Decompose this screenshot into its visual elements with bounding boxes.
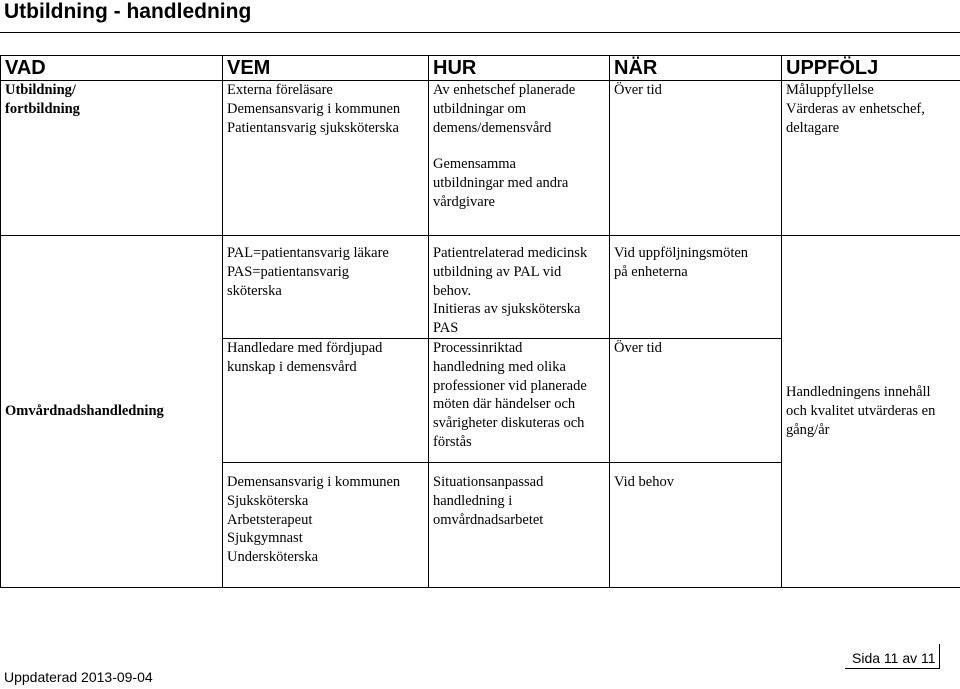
- cell-hur-situationsanpassad: Situationsanpassad handledning i omvårdnadsarbetet: [429, 462, 610, 587]
- cell-vem-handledare: Handledare med fördjupad kunskap i demensvård: [223, 338, 429, 462]
- header-vem: VEM: [223, 56, 429, 81]
- table-row-omvardnad-a: [1, 236, 960, 339]
- cell-vad-omvardnad: Omvårdnadshandledning: [1, 236, 223, 588]
- cell-vem-demensansvarig: Demensansvarig i kommunen Sjuksköterska Arbetsterapeut Sjukgymnast Undersköterska: [223, 462, 429, 587]
- hur-utbildning-planerade: Av enhetschef planerade utbildningar om demens/demensvård: [433, 82, 576, 136]
- cell-nar-vid-behov: Vid behov: [610, 462, 782, 587]
- cell-hur-processinriktad: Processinriktad handledning med olika professioner vid planerade möten där händelser och svårigheter diskuteras och förstås: [429, 338, 610, 462]
- updated-date: Uppdaterad 2013-09-04: [4, 669, 153, 685]
- cell-hur-medicinsk: Patientrelaterad medicinsk utbildning av PAL vid behov. Initieras av sjuksköterska PAS: [429, 236, 610, 339]
- cell-vem-pal-pas: PAL=patientansvarig läkare PAS=patientansvarig sköterska: [223, 236, 429, 339]
- hur-utbildning-gemensamma: Gemensamma utbildningar med andra vårdgivare: [433, 156, 569, 210]
- plan-table: [0, 55, 960, 588]
- table-header-row: [1, 56, 960, 81]
- page-title: Utbildning - handledning: [4, 0, 252, 23]
- header-nar: NÄR: [610, 56, 782, 81]
- page-number: Sida 11 av 11: [852, 650, 936, 666]
- cell-hur-utbildning: [429, 81, 610, 236]
- header-hur: HUR: [429, 56, 610, 81]
- cell-nar-over-tid: Över tid: [610, 338, 782, 462]
- cell-nar-utbildning: Över tid: [610, 81, 782, 236]
- header-uppfolj: UPPFÖLJ: [782, 56, 960, 81]
- uppfolj-omvardnad-text: Handledningens innehåll och kvalitet utvärderas en gång/år: [786, 384, 936, 438]
- table-row-utbildning: [1, 81, 960, 236]
- cell-uppfolj-omvardnad: [782, 236, 960, 588]
- cell-vad-utbildning: Utbildning/ fortbildning: [1, 81, 223, 236]
- header-vad: VAD: [1, 56, 223, 81]
- title-divider: [0, 32, 960, 33]
- cell-nar-uppfoljningsmoten: Vid uppföljningsmöten på enheterna: [610, 236, 782, 339]
- cell-uppfolj-utbildning: Måluppfyllelse Värderas av enhetschef, deltagare: [782, 81, 960, 236]
- cell-vem-utbildning: Externa föreläsare Demensansvarig i kommunen Patientansvarig sjuksköterska: [223, 81, 429, 236]
